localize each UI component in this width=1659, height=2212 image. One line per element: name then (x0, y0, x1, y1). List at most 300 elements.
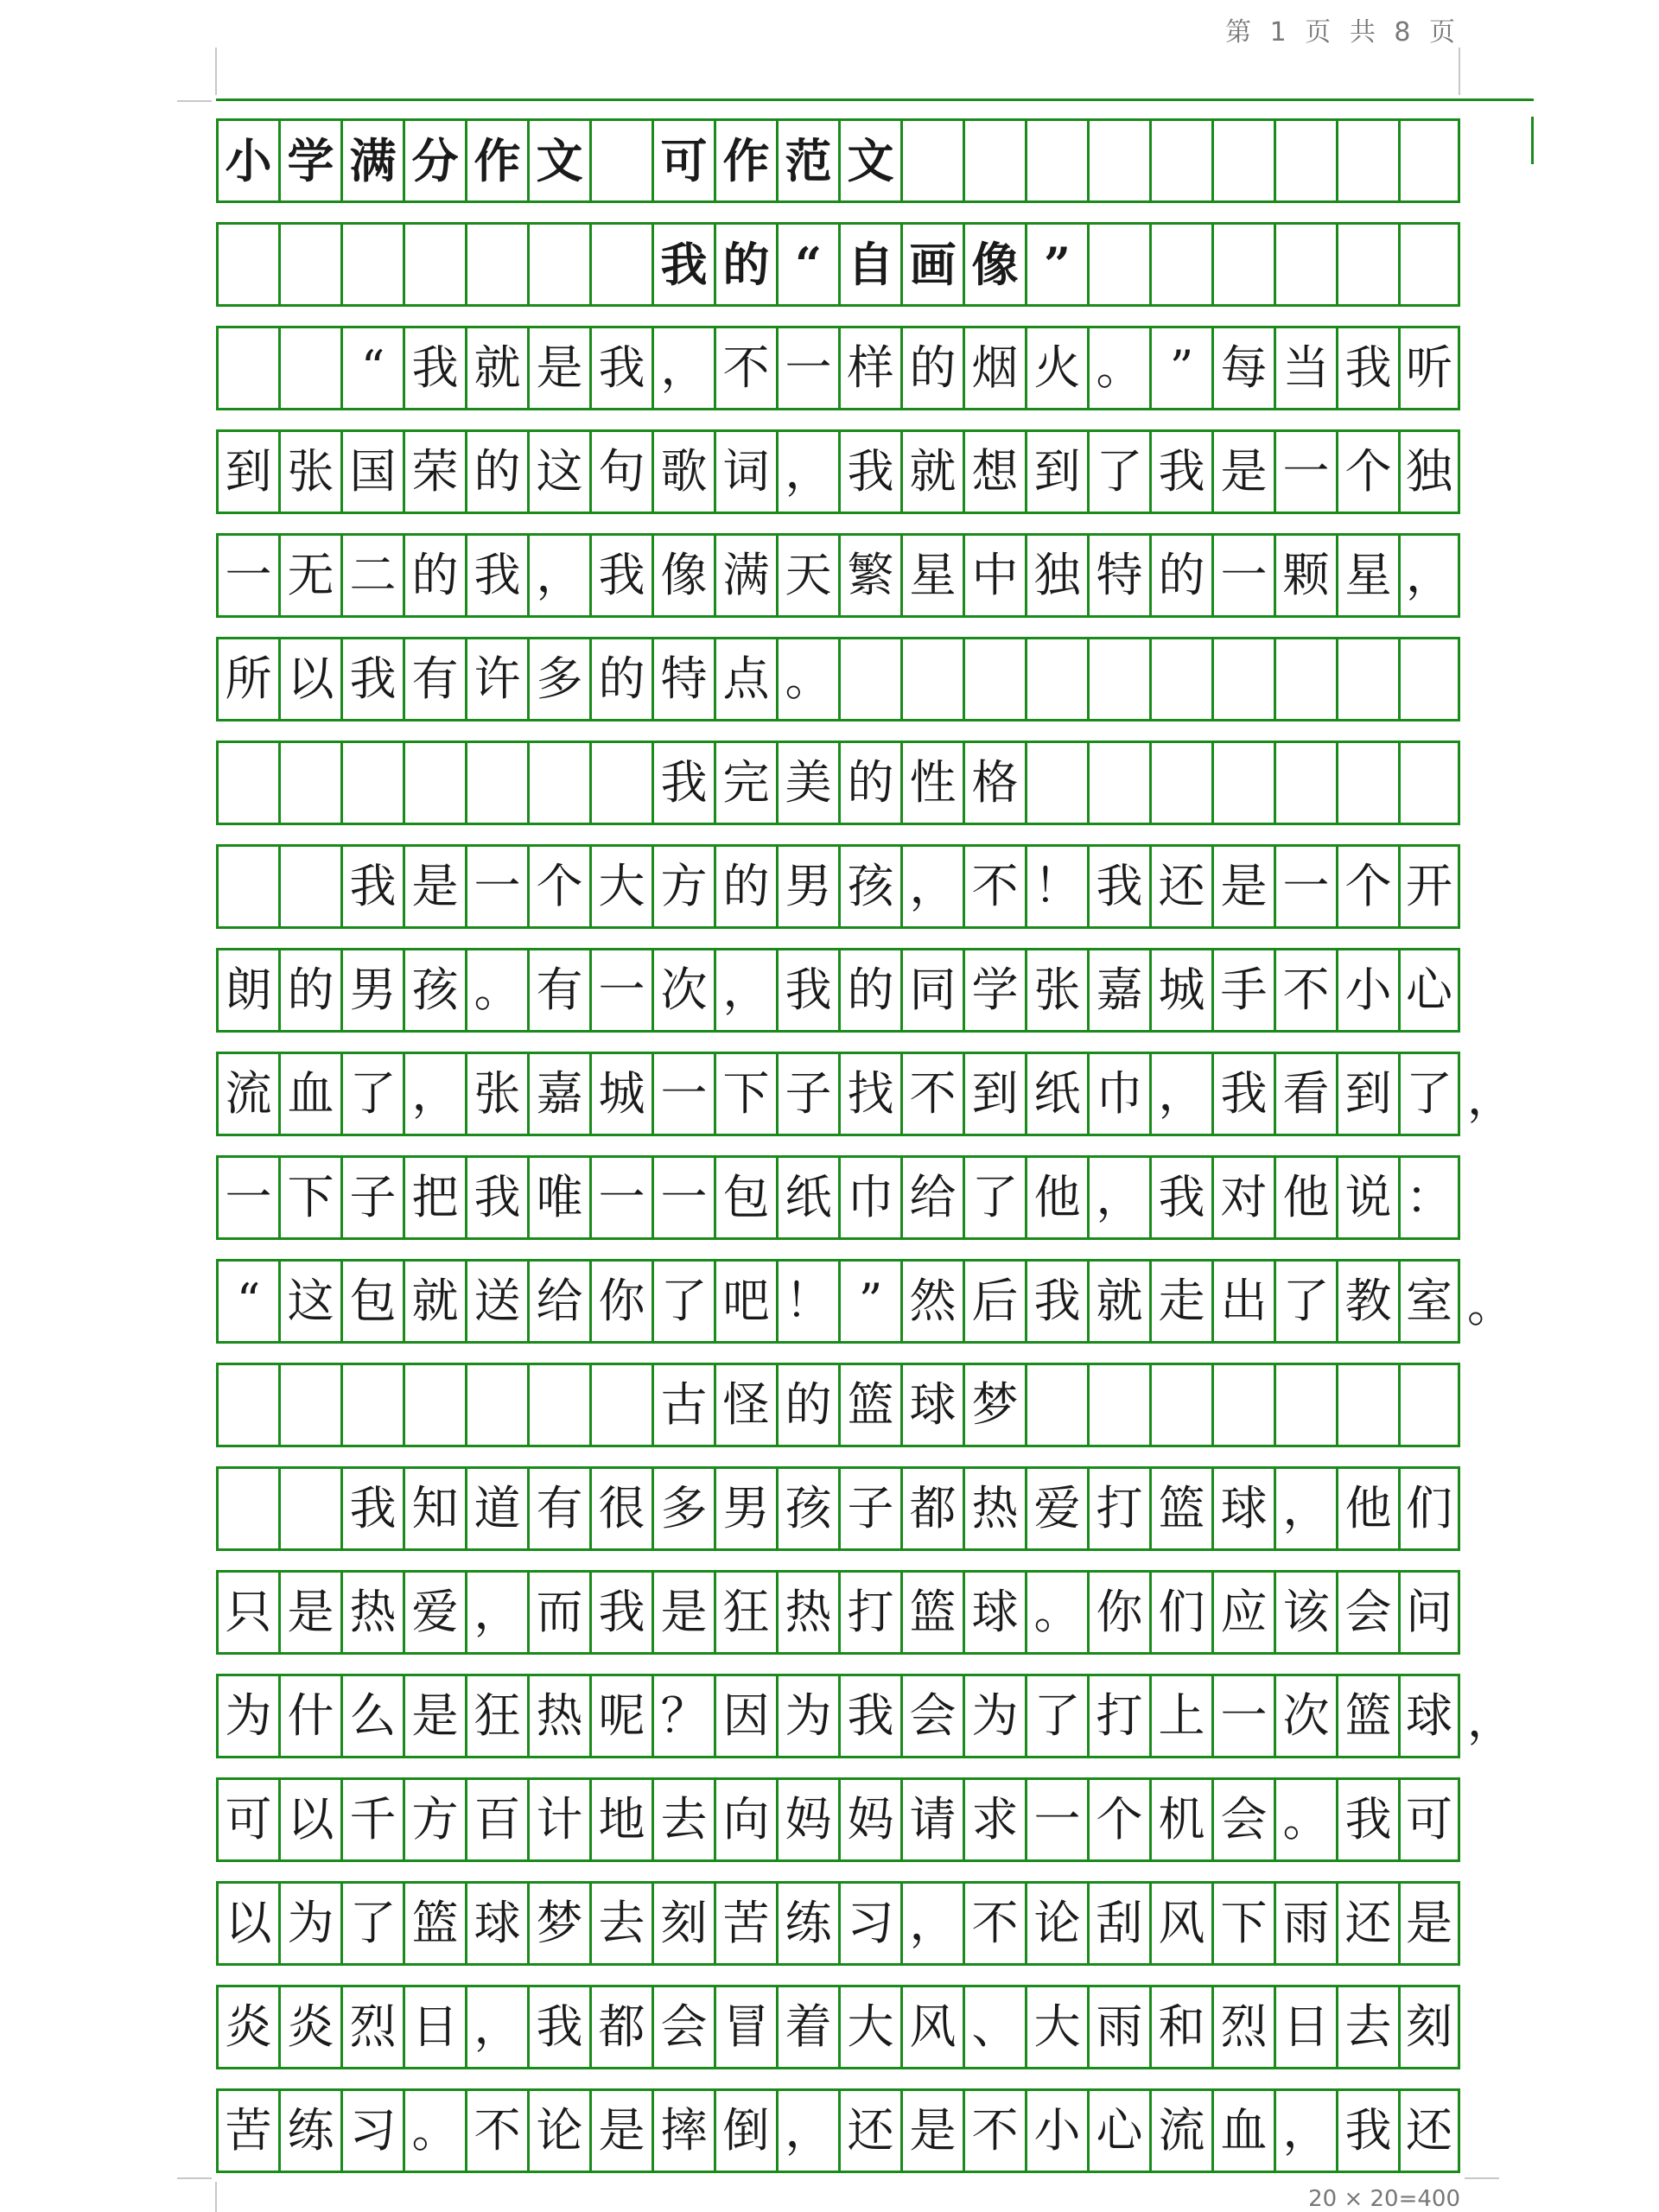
grid-cell (1025, 1363, 1087, 1447)
grid-cell: 送 (465, 1259, 527, 1344)
grid-cell: 球 (900, 1363, 963, 1447)
grid-cell: 歌 (652, 429, 714, 514)
grid-cell: 下 (278, 1155, 340, 1240)
grid-cell: 求 (963, 1777, 1025, 1862)
grid-cell: 还 (1149, 844, 1211, 929)
grid-cell: ” (1025, 222, 1087, 307)
overflow-punctuation: ， (1467, 1692, 1514, 1747)
grid-cell: 为 (963, 1674, 1025, 1758)
row-cells (216, 1570, 1460, 1655)
grid-cell: 知 (403, 1466, 465, 1551)
grid-cell (1336, 1363, 1398, 1447)
grid-cell: 我 (776, 948, 838, 1033)
grid-cell (527, 741, 589, 825)
grid-cell: 可 (216, 1777, 278, 1862)
row-cells (216, 1985, 1460, 2069)
grid-cell: 我 (652, 222, 714, 307)
grid-cell: 就 (403, 1259, 465, 1344)
grid-cell (216, 1466, 278, 1551)
grid-cell: 我 (1336, 1777, 1398, 1862)
grid-cell: 中 (963, 533, 1025, 618)
grid-cell: 倒 (714, 2088, 776, 2173)
grid-cell (1211, 222, 1274, 307)
grid-cell: 包 (714, 1155, 776, 1240)
grid-cell (1087, 222, 1149, 307)
grid-cell: 我 (589, 1570, 652, 1655)
grid-cell: 和 (1149, 1985, 1211, 2069)
grid-cell: 不 (465, 2088, 527, 2173)
grid-row (216, 1966, 1460, 2069)
grid-cell: ， (527, 533, 589, 618)
grid-cell: 烟 (963, 326, 1025, 410)
grid-cell (1274, 637, 1336, 721)
grid-cell: 而 (527, 1570, 589, 1655)
grid-cell: 文 (527, 118, 589, 203)
grid-cell: 一 (776, 326, 838, 410)
grid-cell: 烈 (340, 1985, 403, 2069)
grid-cell: 完 (714, 741, 776, 825)
grid-cell: 球 (963, 1570, 1025, 1655)
grid-cell: 。 (1087, 326, 1149, 410)
grid-cell: 个 (527, 844, 589, 929)
grid-cell: 下 (1211, 1881, 1274, 1966)
grid-cell (1336, 118, 1398, 203)
grid-cell: 刮 (1087, 1881, 1149, 1966)
grid-cell: ， (776, 429, 838, 514)
grid-cell: ， (900, 844, 963, 929)
grid-cell: 子 (838, 1466, 900, 1551)
grid-cell: 我 (403, 326, 465, 410)
grid-cell: 朗 (216, 948, 278, 1033)
grid-cell: ， (1398, 533, 1460, 618)
row-cells (216, 1777, 1460, 1862)
grid-cell: 论 (1025, 1881, 1087, 1966)
grid-cell: 一 (1274, 429, 1336, 514)
grid-cell (1211, 118, 1274, 203)
grid-cell: 很 (589, 1466, 652, 1551)
grid-cell: 为 (278, 1881, 340, 1966)
grid-cell (465, 222, 527, 307)
grid-cell: 风 (900, 1985, 963, 2069)
grid-cell: 。 (403, 2088, 465, 2173)
grid-cell (1149, 1363, 1211, 1447)
grid-cell: 日 (403, 1985, 465, 2069)
grid-cell: 一 (589, 948, 652, 1033)
grid-cell: 血 (278, 1052, 340, 1136)
grid-cell: 百 (465, 1777, 527, 1862)
grid-cell: 我 (1149, 1155, 1211, 1240)
grid-cell: 论 (527, 2088, 589, 2173)
grid-cell: 出 (1211, 1259, 1274, 1344)
grid-cell: 次 (652, 948, 714, 1033)
grid-cell (1336, 637, 1398, 721)
grid-row (216, 514, 1460, 618)
grid-cell: 然 (900, 1259, 963, 1344)
grid-cell: 道 (465, 1466, 527, 1551)
grid-cell: 教 (1336, 1259, 1398, 1344)
grid-cell: 画 (900, 222, 963, 307)
grid-cell: 狂 (714, 1570, 776, 1655)
grid-cell: 看 (1274, 1052, 1336, 1136)
grid-row (216, 1551, 1460, 1655)
grid-cell: 小 (1025, 2088, 1087, 2173)
grid-cell: 心 (1087, 2088, 1149, 2173)
grid-row (216, 929, 1460, 1033)
grid-cell: 当 (1274, 326, 1336, 410)
grid-cell: 嘉 (1087, 948, 1149, 1033)
grid-cell: 格 (963, 741, 1025, 825)
grid-cell: 还 (838, 2088, 900, 2173)
grid-cell (589, 222, 652, 307)
grid-cell: 的 (589, 637, 652, 721)
row-cells (216, 118, 1460, 203)
grid-cell: ， (1149, 1052, 1211, 1136)
grid-cell: 给 (527, 1259, 589, 1344)
grid-cell: 走 (1149, 1259, 1211, 1344)
grid-cell: 性 (900, 741, 963, 825)
grid-row (216, 410, 1460, 514)
grid-cell (1025, 741, 1087, 825)
grid-cell: 一 (589, 1155, 652, 1240)
grid-cell: 分 (403, 118, 465, 203)
grid-cell (1149, 637, 1211, 721)
row-cells (216, 1674, 1460, 1758)
grid-cell: 刻 (1398, 1985, 1460, 2069)
grid-row (216, 203, 1460, 307)
grid-cell (340, 1363, 403, 1447)
grid-cell: 了 (1087, 429, 1149, 514)
grid-cell: 有 (527, 1466, 589, 1551)
grid-row (216, 721, 1460, 825)
grid-cell: 风 (1149, 1881, 1211, 1966)
grid-cell (278, 1466, 340, 1551)
grid-cell: 一 (216, 1155, 278, 1240)
grid-cell (278, 844, 340, 929)
grid-cell: 古 (652, 1363, 714, 1447)
row-cells (216, 222, 1460, 307)
grid-cell: 我 (1087, 844, 1149, 929)
grid-cell: 就 (1087, 1259, 1149, 1344)
grid-row (216, 1862, 1460, 1966)
row-cells (216, 948, 1460, 1033)
grid-cell: “ (216, 1259, 278, 1344)
grid-row (216, 825, 1460, 929)
grid-cell: 是 (403, 1674, 465, 1758)
grid-cell: 学 (963, 948, 1025, 1033)
grid-cell: 会 (900, 1674, 963, 1758)
grid-cell (465, 1363, 527, 1447)
grid-cell: 我 (589, 533, 652, 618)
grid-cell: 火 (1025, 326, 1087, 410)
grid-cell: 我 (465, 533, 527, 618)
grid-cell: 个 (1336, 844, 1398, 929)
grid-cell (1149, 741, 1211, 825)
grid-cell: 摔 (652, 2088, 714, 2173)
grid-cell: 一 (1025, 1777, 1087, 1862)
grid-cell: ” (838, 1259, 900, 1344)
grid-cell: 了 (1274, 1259, 1336, 1344)
grid-cell: 篮 (900, 1570, 963, 1655)
grid-row (216, 1447, 1460, 1551)
grid-cell: 么 (340, 1674, 403, 1758)
grid-cell: 一 (1274, 844, 1336, 929)
grid-row (216, 1758, 1460, 1862)
grid-cell: 的 (714, 844, 776, 929)
grid-cell: 小 (1336, 948, 1398, 1033)
grid-cell: 文 (838, 118, 900, 203)
grid-row (216, 1655, 1514, 1758)
grid-cell: 特 (652, 637, 714, 721)
grid-cell: 颗 (1274, 533, 1336, 618)
grid-cell: 炎 (216, 1985, 278, 2069)
grid-cell (1398, 637, 1460, 721)
grid-cell: 、 (963, 1985, 1025, 2069)
grid-cell: 为 (776, 1674, 838, 1758)
grid-cell: 习 (838, 1881, 900, 1966)
grid-cell: 作 (714, 118, 776, 203)
grid-cell: 小 (216, 118, 278, 203)
grid-cell: 到 (1025, 429, 1087, 514)
grid-cell: 学 (278, 118, 340, 203)
grid-cell: 男 (340, 948, 403, 1033)
grid-cell (1274, 222, 1336, 307)
grid-cell: 刻 (652, 1881, 714, 1966)
grid-cell: 是 (403, 844, 465, 929)
grid-cell (527, 222, 589, 307)
grid-cell: 苦 (714, 1881, 776, 1966)
grid-cell: 国 (340, 429, 403, 514)
grid-cell (1149, 222, 1211, 307)
grid-cell (1211, 741, 1274, 825)
crop-mark-bottom-left-v (215, 2182, 217, 2212)
grid-cell: 说 (1336, 1155, 1398, 1240)
grid-cell: 星 (900, 533, 963, 618)
grid-cell (216, 741, 278, 825)
grid-cell: 的 (714, 222, 776, 307)
grid-cell: 像 (963, 222, 1025, 307)
grid-cell: 到 (963, 1052, 1025, 1136)
grid-cell: 所 (216, 637, 278, 721)
grid-cell: 室 (1398, 1259, 1460, 1344)
grid-cell: 苦 (216, 2088, 278, 2173)
grid-cell: 的 (838, 948, 900, 1033)
grid-cell: 后 (963, 1259, 1025, 1344)
grid-cell: 还 (1336, 1881, 1398, 1966)
grid-cell (340, 741, 403, 825)
grid-cell: 热 (776, 1570, 838, 1655)
row-cells (216, 429, 1460, 514)
grid-cell: 有 (403, 637, 465, 721)
grid-cell: 这 (278, 1259, 340, 1344)
grid-cell: 到 (216, 429, 278, 514)
grid-row (216, 1033, 1514, 1136)
grid-cell: 妈 (838, 1777, 900, 1862)
row-cells (216, 1052, 1460, 1136)
grid-cell: 对 (1211, 1155, 1274, 1240)
grid-cell: 我 (652, 741, 714, 825)
grid-cell: 因 (714, 1674, 776, 1758)
grid-cell: 的 (900, 326, 963, 410)
grid-cell: 只 (216, 1570, 278, 1655)
grid-cell: 子 (776, 1052, 838, 1136)
grid-cell (278, 222, 340, 307)
grid-cell: 不 (714, 326, 776, 410)
grid-cell: 美 (776, 741, 838, 825)
grid-cell (963, 637, 1025, 721)
grid-cell: 会 (1336, 1570, 1398, 1655)
grid-cell: 计 (527, 1777, 589, 1862)
grid-cell: 的 (278, 948, 340, 1033)
grid-cell: 炎 (278, 1985, 340, 2069)
grid-cell: 纸 (1025, 1052, 1087, 1136)
grid-cell: 一 (465, 844, 527, 929)
grid-cell: 球 (1398, 1674, 1460, 1758)
grid-cell: ： (1398, 1155, 1460, 1240)
grid-cell: 是 (1211, 429, 1274, 514)
grid-cell (278, 741, 340, 825)
grid-cell: 独 (1025, 533, 1087, 618)
grid-cell: 我 (527, 1985, 589, 2069)
grid-cell: 冒 (714, 1985, 776, 2069)
grid-cell: 嘉 (527, 1052, 589, 1136)
grid-cell: 怪 (714, 1363, 776, 1447)
grid-cell (1211, 637, 1274, 721)
grid-cell: 都 (589, 1985, 652, 2069)
grid-cell: 是 (278, 1570, 340, 1655)
grid-cell: 一 (652, 1052, 714, 1136)
grid-cell: 想 (963, 429, 1025, 514)
grid-cell: 的 (403, 533, 465, 618)
grid-cell: 样 (838, 326, 900, 410)
grid-cell: 你 (589, 1259, 652, 1344)
grid-cell: 打 (1087, 1466, 1149, 1551)
grid-cell: ， (714, 948, 776, 1033)
grid-cell: 血 (1211, 2088, 1274, 2173)
grid-cell: 我 (838, 429, 900, 514)
grid-cell: ？ (652, 1674, 714, 1758)
grid-cell: ， (1274, 1466, 1336, 1551)
grid-cell: 满 (340, 118, 403, 203)
grid-cell: ” (1149, 326, 1211, 410)
grid-cell: 们 (1149, 1570, 1211, 1655)
grid-cell: 向 (714, 1777, 776, 1862)
grid-cell: 巾 (838, 1155, 900, 1240)
grid-cell: 的 (465, 429, 527, 514)
grid-cell: 特 (1087, 533, 1149, 618)
grid-cell: 篮 (1336, 1674, 1398, 1758)
row-cells (216, 1259, 1460, 1344)
grid-cell: 的 (776, 1363, 838, 1447)
grid-cell: 我 (1149, 429, 1211, 514)
crop-mark-top-left-v (215, 48, 217, 95)
grid-cell: 练 (776, 1881, 838, 1966)
row-cells (216, 844, 1460, 929)
grid-cell: 球 (1211, 1466, 1274, 1551)
grid-cell: 习 (340, 2088, 403, 2173)
grid-cell (1087, 637, 1149, 721)
grid-cell: 了 (963, 1155, 1025, 1240)
grid-cell: 孩 (403, 948, 465, 1033)
grid-cell: 烈 (1211, 1985, 1274, 2069)
grid-cell (403, 222, 465, 307)
grid-spec: 20 × 20=400 (1308, 2186, 1460, 2212)
grid-cell (963, 118, 1025, 203)
grid-cell: 星 (1336, 533, 1398, 618)
grid-cell: 应 (1211, 1570, 1274, 1655)
grid-cell (1398, 118, 1460, 203)
grid-cell (1087, 741, 1149, 825)
grid-cell: 热 (963, 1466, 1025, 1551)
grid-cell: 可 (1398, 1777, 1460, 1862)
margin-mark (1531, 117, 1534, 164)
grid-cell: ， (403, 1052, 465, 1136)
overflow-punctuation: 。 (1467, 1277, 1514, 1332)
grid-cell: 手 (1211, 948, 1274, 1033)
grid-cell: 吧 (714, 1259, 776, 1344)
grid-cell: 还 (1398, 2088, 1460, 2173)
grid-cell (216, 326, 278, 410)
crop-mark-top-left-h (177, 100, 212, 102)
grid-cell: 给 (900, 1155, 963, 1240)
grid-cell: 可 (652, 118, 714, 203)
grid-cell (1087, 1363, 1149, 1447)
grid-cell: 张 (278, 429, 340, 514)
grid-cell: 打 (1087, 1674, 1149, 1758)
grid-cell: 一 (1211, 533, 1274, 618)
grid-cell: 词 (714, 429, 776, 514)
grid-cell: 找 (838, 1052, 900, 1136)
grid-cell: 篮 (403, 1881, 465, 1966)
grid-cell: 你 (1087, 1570, 1149, 1655)
grid-cell: 热 (340, 1570, 403, 1655)
grid-cell: 热 (527, 1674, 589, 1758)
grid-cell: 次 (1274, 1674, 1336, 1758)
grid-cell: 子 (340, 1155, 403, 1240)
grid-cell (1274, 118, 1336, 203)
grid-cell: 打 (838, 1570, 900, 1655)
grid-cell: ！ (776, 1259, 838, 1344)
grid-cell: 就 (900, 429, 963, 514)
grid-cell: 繁 (838, 533, 900, 618)
grid-cell: 同 (900, 948, 963, 1033)
grid-cell: 球 (465, 1881, 527, 1966)
row-cells (216, 1881, 1460, 1966)
grid-cell (465, 741, 527, 825)
grid-cell: 我 (1336, 326, 1398, 410)
grid-cell: 我 (1025, 1259, 1087, 1344)
grid-cell (838, 637, 900, 721)
grid-cell: 是 (1211, 844, 1274, 929)
grid-cell: 听 (1398, 326, 1460, 410)
grid-cell (1398, 1363, 1460, 1447)
grid-cell: 到 (1336, 1052, 1398, 1136)
grid-cell: 们 (1398, 1466, 1460, 1551)
grid-cell: 我 (838, 1674, 900, 1758)
grid-cell: 是 (652, 1570, 714, 1655)
grid-cell: 大 (1025, 1985, 1087, 2069)
grid-cell (340, 222, 403, 307)
grid-cell: 无 (278, 533, 340, 618)
row-cells (216, 1466, 1460, 1551)
grid-cell: 去 (1336, 1985, 1398, 2069)
grid-cell: 是 (527, 326, 589, 410)
grid-cell (1149, 118, 1211, 203)
grid-cell: 的 (838, 741, 900, 825)
grid-cell: 独 (1398, 429, 1460, 514)
grid-cell: ， (900, 1881, 963, 1966)
crop-mark-bottom-right-h (1465, 2177, 1499, 2179)
grid-cell: 千 (340, 1777, 403, 1862)
